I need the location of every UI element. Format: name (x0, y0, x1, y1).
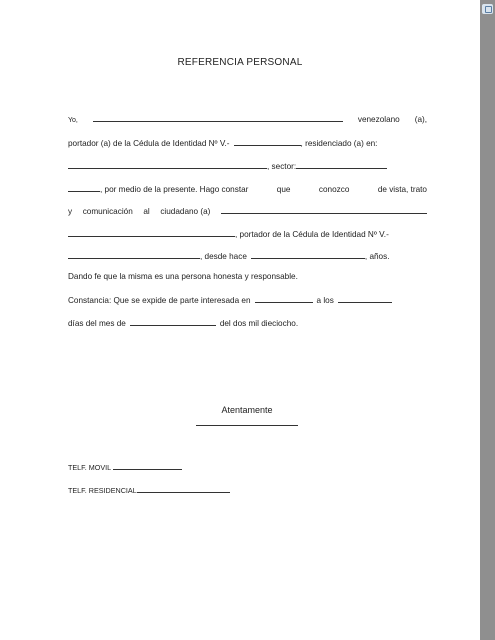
portador2-text: , portador de la Cédula de Identidad Nº V.- (235, 230, 389, 239)
paragraph-line-7 (68, 250, 427, 261)
document-title: REFERENCIA PERSONAL (177, 57, 303, 68)
telf-movil-blank (113, 462, 182, 470)
side-watermark (481, 18, 494, 238)
years-blank (251, 250, 365, 259)
cedula-text: portador (a) de la Cédula de Identidad Nº V.- (68, 139, 230, 148)
del-dos-mil-text: del dos mil dieciocho. (219, 319, 299, 328)
side-strip (480, 0, 495, 640)
al-text: al (143, 207, 150, 216)
atentamente-label: Atentamente (221, 405, 273, 415)
residenciado-text: , residenciado (a) en: (300, 139, 378, 148)
telf-residencial-blank (137, 485, 230, 493)
de-vista-text: de vista, trato (377, 185, 427, 194)
cedula-blank (234, 137, 301, 146)
venezolano-text: venezolano (357, 115, 400, 124)
ciudadano-text: ciudadano (a) (160, 207, 211, 216)
anos-text: , años. (364, 252, 390, 261)
name-blank (93, 113, 343, 122)
paragraph-line-3 (68, 160, 427, 171)
dias-text: días del mes de (68, 319, 126, 328)
citizen-blank (221, 205, 427, 214)
paragraph-line-9 (68, 294, 427, 305)
sector-blank (296, 160, 387, 169)
month-blank (130, 317, 216, 326)
short-blank (68, 183, 100, 192)
comunicacion-text: comunicación (82, 207, 133, 216)
yo-text: Yo, (68, 117, 78, 124)
signature-line (196, 425, 298, 426)
que-text: que (276, 185, 291, 194)
paragraph-line-10 (68, 317, 427, 328)
citizen-blank-2 (68, 228, 235, 237)
telf-movil-row (68, 462, 182, 472)
paragraph-line-5 (68, 205, 427, 216)
paragraph-line-4 (68, 183, 427, 194)
venezolano-a-text: (a), (414, 115, 427, 124)
paragraph-line-8 (68, 272, 427, 281)
paragraph-line-6 (68, 228, 427, 239)
interested-blank (255, 294, 313, 303)
a-los-text: a los (316, 296, 334, 305)
cedula-blank-2 (68, 250, 200, 259)
y-text: y (68, 207, 73, 216)
por-medio-text: , por medio de la presente. Hago constar (100, 185, 249, 194)
constancia-text: Constancia: Que se expide de parte interesada en (68, 296, 251, 305)
paragraph-line-1 (68, 113, 427, 124)
document-icon (482, 4, 493, 14)
desde-hace-text: , desde hace (200, 252, 247, 261)
dando-fe-text: Dando fe que la misma es una persona honesta y responsable. (68, 272, 298, 281)
conozco-text: conozco (318, 185, 350, 194)
address-blank (68, 160, 267, 169)
paragraph-line-2 (68, 137, 427, 148)
telf-residencial-label: TELF. RESIDENCIAL (68, 486, 137, 495)
sector-text: , sector: (267, 162, 297, 171)
telf-residencial-row (68, 485, 230, 495)
telf-movil-label: TELF. MOVIL (68, 463, 112, 472)
day-blank (338, 294, 392, 303)
